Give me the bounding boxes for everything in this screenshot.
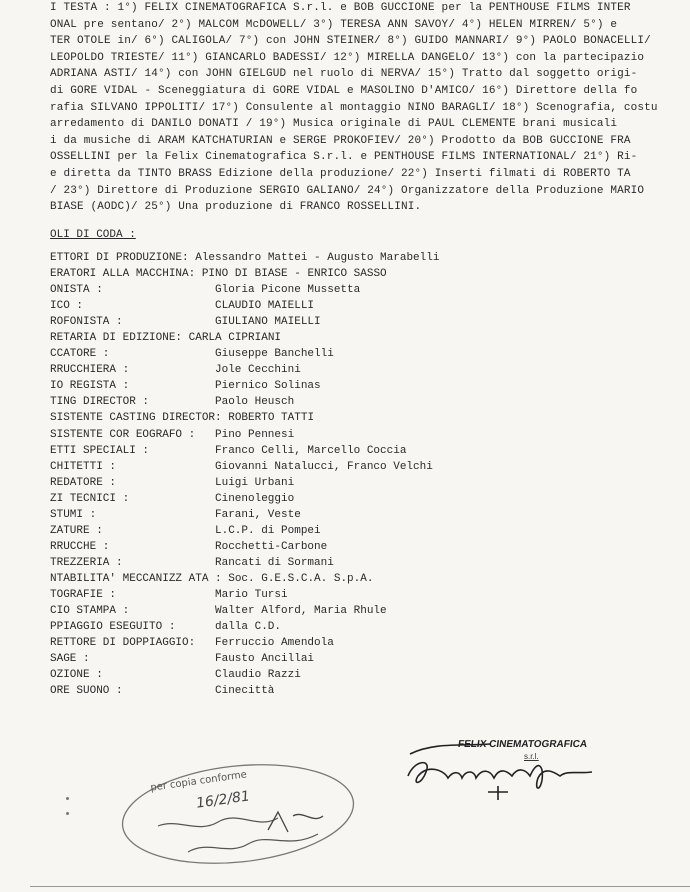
credit-role: STUMI : <box>50 508 97 521</box>
credit-line: SISTENTE CASTING DIRECTOR: ROBERTO TATTI <box>50 412 315 425</box>
ink-speck <box>66 812 69 815</box>
credit-name: Farani, Veste <box>215 508 301 521</box>
credit-row <box>50 396 670 412</box>
credit-role: ZI TECNICI : <box>50 492 130 505</box>
company-stamp-name: FELIX CINEMATOGRAFICA <box>457 739 588 750</box>
credit-role: ZATURE : <box>50 524 103 537</box>
credit-row <box>50 621 670 637</box>
credit-row <box>50 348 670 364</box>
credit-name: Mario Tursi <box>215 588 288 601</box>
credit-row <box>50 268 670 284</box>
credit-name: L.C.P. di Pompei <box>215 524 321 537</box>
credit-name: dalla C.D. <box>215 621 282 634</box>
credit-row <box>50 605 670 621</box>
credit-row <box>50 477 670 493</box>
credit-row <box>50 284 670 300</box>
opening-credits-paragraph <box>50 0 690 216</box>
paragraph-line: ADRIANA ASTI/ 14°) con JOHN GIELGUD nel ruolo di NERVA/ 15°) Tratto dal soggetto origi- <box>50 68 638 81</box>
credit-row <box>50 316 670 332</box>
credit-name: Cinenoleggio <box>215 492 295 505</box>
paragraph-line: OSSELLINI per la Felix Cinematografica S.r.l. e PENTHOUSE FILMS INTERNATIONAL/ 21°) Ri- <box>50 151 638 164</box>
paragraph-line: rafia SILVANO IPPOLITI/ 17°) Consulente al montaggio NINO BARAGLI/ 18°) Scenografia, costu <box>50 101 658 114</box>
credit-row <box>50 429 670 445</box>
credit-line: NTABILITA' MECCANIZZ ATA : Soc. G.E.S.C.A. S.p.A. <box>50 572 374 585</box>
credit-name: Gloria Picone Mussetta <box>215 284 361 297</box>
credit-role: CHITETTI : <box>50 460 117 473</box>
credit-name: CLAUDIO MAIELLI <box>215 300 315 313</box>
credit-name: Ferruccio Amendola <box>215 637 334 650</box>
credit-role: TOGRAFIE : <box>50 588 117 601</box>
credit-row <box>50 412 670 428</box>
credit-role: ETTI SPECIALI : <box>50 444 150 457</box>
credit-role: TING DIRECTOR : <box>50 396 150 409</box>
credit-row <box>50 493 670 509</box>
stamp-conforme-text: per copia conforme <box>149 769 248 794</box>
credit-role: REDATORE : <box>50 476 117 489</box>
credit-row <box>50 541 670 557</box>
credit-line: ERATORI ALLA MACCHINA: PINO DI BIASE - ENRICO SASSO <box>50 268 387 281</box>
paragraph-line: TER OTOLE in/ 6°) CALIGOLA/ 7°) con JOHN STEINER/ 8°) GUIDO MANNARI/ 9°) PAOLO BONACELLI/ <box>50 35 651 48</box>
credit-role: IO REGISTA : <box>50 380 130 393</box>
credit-line: ETTORI DI PRODUZIONE: Alessandro Mattei - Augusto Marabelli <box>50 252 440 264</box>
credit-role: ONISTA : <box>50 284 103 297</box>
credit-name: Jole Cecchini <box>215 364 301 377</box>
credit-name: Giovanni Natalucci, Franco Velchi <box>215 460 433 473</box>
paragraph-line: ONAL pre sentano/ 2°) MALCOM McDOWELL/ 3°) TERESA ANN SAVOY/ 4°) HELEN MIRREN/ 5°) e <box>50 18 618 31</box>
credit-row <box>50 364 670 380</box>
paragraph-line: arredamento di DANILO DONATI / 19°) Musica originale di PAUL CLEMENTE brani musicali <box>50 118 618 131</box>
credit-name: Pino Pennesi <box>215 428 295 441</box>
credit-name: Luigi Urbani <box>215 476 295 489</box>
credit-row <box>50 525 670 541</box>
paragraph-line: i da musiche di ARAM KATCHATURIAN e SERGE PROKOFIEV/ 20°) Prodotto da BOB GUCCIONE FRA <box>50 134 631 147</box>
credit-row <box>50 445 670 461</box>
paragraph-line: e diretta da TINTO BRASS Edizione della produzione/ 22°) Inserti filmati di ROBERTO TA <box>50 167 631 180</box>
credit-name: Claudio Razzi <box>215 669 301 682</box>
credit-line: RETARIA DI EDIZIONE: CARLA CIPRIANI <box>50 332 282 345</box>
credit-role: RRUCCHE : <box>50 540 110 553</box>
credit-name: Rancati di Sormani <box>215 556 334 569</box>
credit-name: Paolo Heusch <box>215 396 295 409</box>
credit-role: TREZZERIA : <box>50 556 123 569</box>
credit-row <box>50 573 670 589</box>
paragraph-line: di GORE VIDAL - Sceneggiatura di GORE VIDAL e MASOLINO D'AMICO/ 16°) Direttore della fo <box>50 84 638 97</box>
handwritten-signature <box>404 736 604 806</box>
credit-role: SAGE : <box>50 653 90 666</box>
credit-row <box>50 300 670 316</box>
credit-row <box>50 332 670 348</box>
credit-name: Rocchetti-Carbone <box>215 540 328 553</box>
stamp-date: 16/2/81 <box>195 788 251 812</box>
credit-role: ORE SUONO : <box>50 685 123 698</box>
paragraph-line: I TESTA : 1°) FELIX CINEMATOGRAFICA S.r.l. e BOB GUCCIONE per la PENTHOUSE FILMS INTER <box>50 2 631 14</box>
credit-role: ROFONISTA : <box>50 316 123 329</box>
credit-name: Cinecittà <box>215 685 275 698</box>
credit-row <box>50 509 670 525</box>
credit-row <box>50 669 670 685</box>
credit-name: Fausto Ancillai <box>215 653 315 666</box>
paragraph-line: LEOPOLDO TRIESTE/ 11°) GIANCARLO BADESSI/ 12°) MIRELLA DANGELO/ 13°) con la partecipazio <box>50 51 645 64</box>
credit-name: GIULIANO MAIELLI <box>215 316 321 329</box>
credit-row <box>50 461 670 477</box>
credit-name: Franco Celli, Marcello Coccia <box>215 444 407 457</box>
credit-role: SISTENTE COR EOGRAFO : <box>50 428 196 441</box>
credit-role: RRUCCHIERA : <box>50 364 130 377</box>
page-bottom-edge <box>30 886 690 887</box>
credit-role: PPIAGGIO ESEGUITO : <box>50 621 176 634</box>
end-credits-heading: OLI DI CODA : <box>50 229 136 241</box>
credit-role: OZIONE : <box>50 669 103 682</box>
credit-row <box>50 653 670 669</box>
credit-row <box>50 589 670 605</box>
credit-role: ICO : <box>50 300 84 313</box>
credit-row <box>50 252 670 268</box>
credit-name: Piernico Solinas <box>215 380 321 393</box>
paragraph-line: / 23°) Direttore di Produzione SERGIO GALIANO/ 24°) Organizzatore della Produzione MARIO <box>50 184 645 197</box>
credit-row <box>50 557 670 573</box>
end-credits-list <box>50 252 670 701</box>
credit-name: Walter Alford, Maria Rhule <box>215 605 387 618</box>
company-stamp-suffix: s.r.l. <box>524 752 539 761</box>
paragraph-line: BIASE (AODC)/ 25°) Una produzione di FRANCO ROSSELLINI. <box>50 201 422 214</box>
credit-row <box>50 380 670 396</box>
credit-name: Giuseppe Banchelli <box>215 348 334 361</box>
credit-row <box>50 685 670 701</box>
ink-speck <box>66 797 69 800</box>
credit-role: RETTORE DI DOPPIAGGIO: <box>50 637 196 650</box>
credit-role: CIO STAMPA : <box>50 605 130 618</box>
credit-row <box>50 637 670 653</box>
credit-role: CCATORE : <box>50 348 110 361</box>
